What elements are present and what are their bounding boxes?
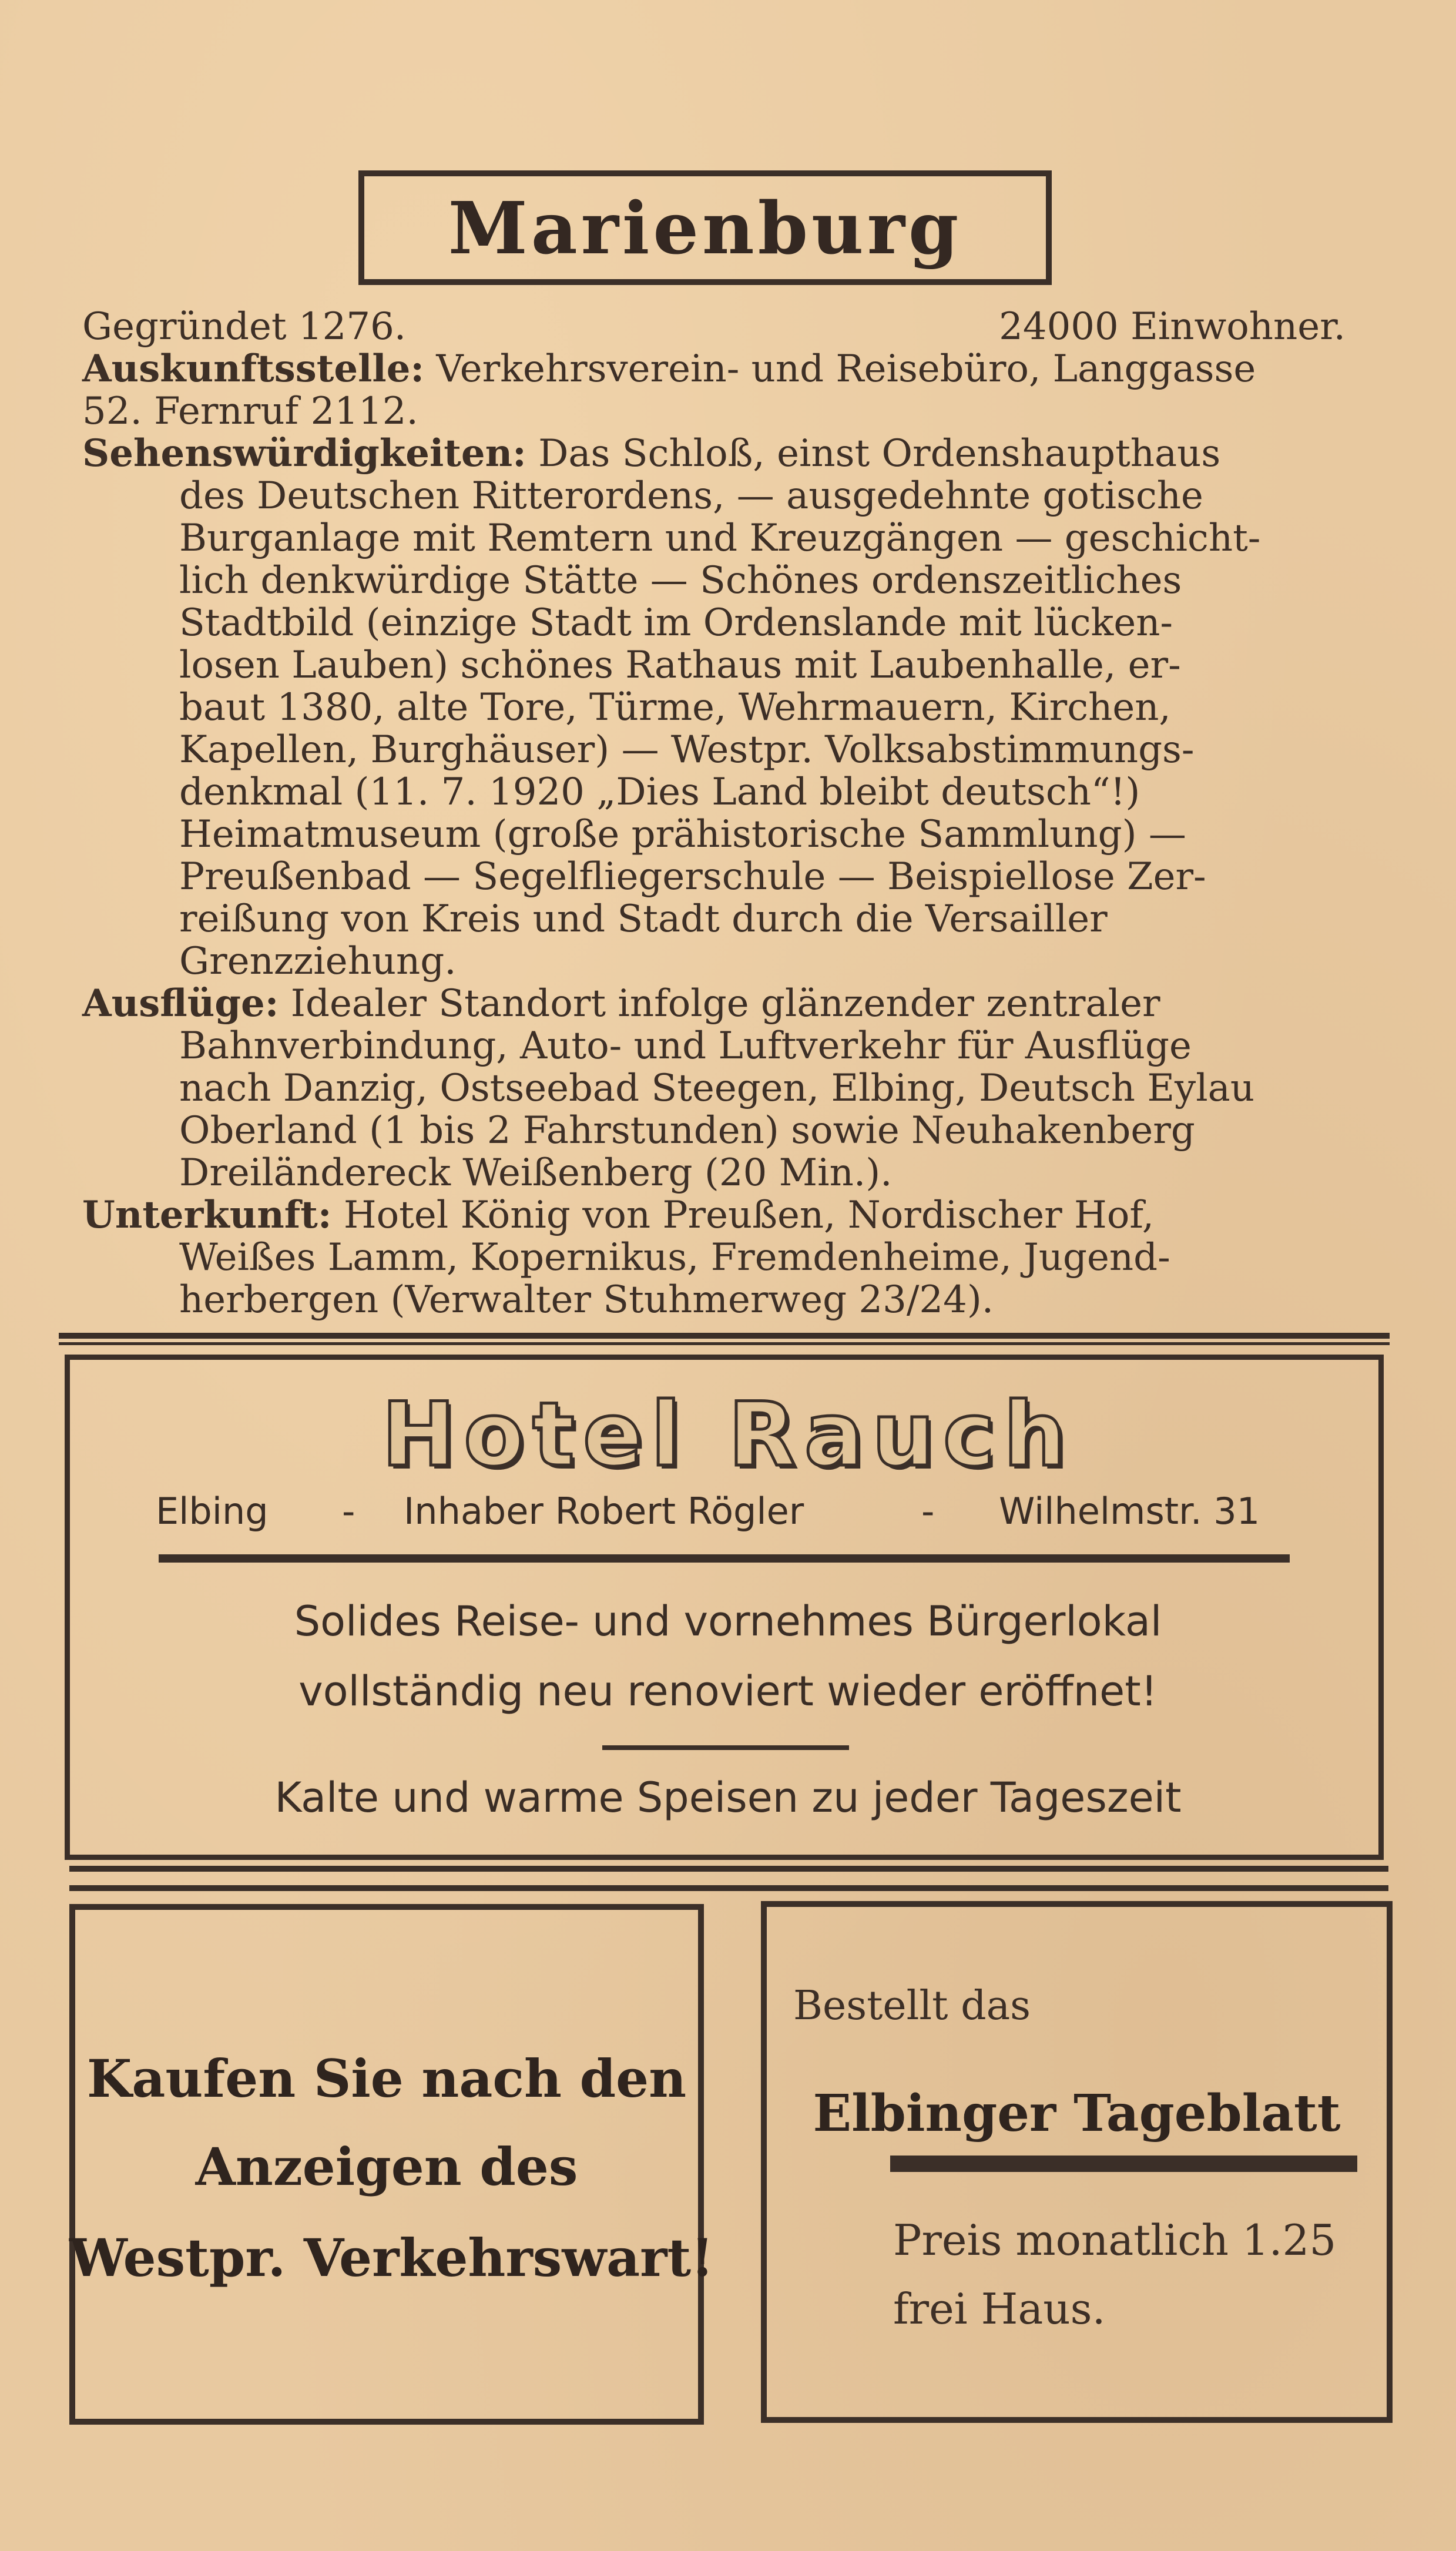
info-office-text: Verkehrsverein- und Reisebüro, Langgasse	[436, 347, 1256, 391]
sights-line: baut 1380, alte Tore, Türme, Wehrmauern, Kirchen,	[179, 686, 1171, 729]
sights-line: losen Lauben) schönes Rathaus mit Laubenhalle, er-	[179, 643, 1181, 687]
hotel-separator: -	[921, 1490, 935, 1533]
hotel-line-3: Kalte und warme Speisen zu jeder Tageszeit	[274, 1774, 1182, 1822]
sights-line: Stadtbild (einzige Stadt im Ordenslande mit lücken-	[179, 601, 1173, 645]
title-box	[358, 170, 1052, 285]
hotel-rule	[159, 1554, 1290, 1563]
sights-line: Burganlage mit Remtern und Kreuzgängen — geschicht-	[179, 517, 1261, 560]
excursions-line: Oberland (1 bis 2 Fahrstunden) sowie Neuhakenberg	[179, 1109, 1195, 1152]
sights-label: Sehenswürdigkeiten:	[82, 431, 526, 475]
founded-text: Gegründet 1276.	[82, 305, 407, 348]
sights-line: Kapellen, Burghäuser) — Westpr. Volksabstimmungs-	[179, 728, 1195, 772]
excursions-line: Dreiländereck Weißenberg (20 Min.).	[179, 1151, 893, 1195]
left-ad-line-2: Anzeigen des	[195, 2136, 578, 2197]
lodging-line: Weißes Lamm, Kopernikus, Fremdenheime, Jugend-	[179, 1236, 1170, 1279]
info-office-label: Auskunftsstelle:	[82, 347, 425, 391]
sights-line: denkmal (11. 7. 1920 „Dies Land bleibt deutsch“!)	[179, 770, 1140, 814]
hotel-owner: Inhaber Robert Rögler	[404, 1490, 804, 1533]
right-ad-rule	[890, 2156, 1357, 2172]
right-ad-paper: Elbinger Tageblatt	[813, 2084, 1341, 2143]
excursions-line-first	[82, 983, 1160, 1025]
population-text: 24000 Einwohner.	[999, 305, 1346, 348]
divider-top-thin	[59, 1342, 1390, 1345]
info-office-line	[82, 348, 1256, 390]
info-office-line-2: 52. Fernruf 2112.	[82, 390, 418, 433]
sights-line: reißung von Kreis und Stadt durch die Versailler	[179, 897, 1108, 941]
excursions-line: Idealer Standort infolge glänzender zentraler	[290, 982, 1160, 1025]
divider-top	[59, 1333, 1390, 1339]
sights-line: Das Schloß, einst Ordenshaupthaus	[538, 432, 1221, 475]
sights-line-first	[82, 433, 1220, 475]
excursions-line: nach Danzig, Ostseebad Steegen, Elbing, Deutsch Eylau	[179, 1067, 1255, 1110]
right-ad-intro: Bestellt das	[793, 1983, 1031, 2029]
sights-line: Heimatmuseum (große prähistorische Sammlung) —	[179, 813, 1186, 856]
hotel-name: Hotel Rauch	[381, 1384, 1075, 1486]
lodging-line: Hotel König von Preußen, Nordischer Hof,	[343, 1194, 1155, 1237]
right-ad-delivery: frei Haus.	[893, 2284, 1106, 2334]
page-title: Marienburg	[448, 185, 962, 270]
excursions-line: Bahnverbindung, Auto- und Luftverkehr für Ausflüge	[179, 1024, 1192, 1068]
hotel-line-1: Solides Reise- und vornehmes Bürgerlokal	[294, 1597, 1162, 1645]
hotel-separator: -	[342, 1490, 355, 1533]
lodging-line: herbergen (Verwalter Stuhmerweg 23/24).	[179, 1278, 994, 1322]
excursions-label: Ausflüge:	[82, 981, 279, 1025]
sights-line: lich denkwürdige Stätte — Schönes ordenszeitliches	[179, 559, 1182, 602]
founded-population-line	[82, 306, 1346, 348]
hotel-line-2: vollständig neu renoviert wieder eröffnet!	[298, 1667, 1158, 1715]
hotel-short-rule	[602, 1745, 849, 1750]
sights-line: Grenzziehung.	[179, 940, 457, 983]
lodging-line-first	[82, 1194, 1154, 1236]
sights-line: des Deutschen Ritterordens, — ausgedehnte gotische	[179, 474, 1203, 518]
lodging-label: Unterkunft:	[82, 1193, 332, 1237]
hotel-city: Elbing	[156, 1490, 269, 1533]
divider-bottom-2	[69, 1885, 1388, 1891]
left-ad-line-1: Kaufen Sie nach den	[86, 2048, 687, 2109]
left-ad-line-3: Westpr. Verkehrswart!	[69, 2227, 714, 2288]
sights-line: Preußenbad — Segelfliegerschule — Beispiellose Zer-	[179, 855, 1206, 899]
right-ad-price: Preis monatlich 1.25	[893, 2215, 1337, 2265]
hotel-address: Wilhelmstr. 31	[999, 1490, 1260, 1533]
divider-bottom	[69, 1866, 1388, 1872]
